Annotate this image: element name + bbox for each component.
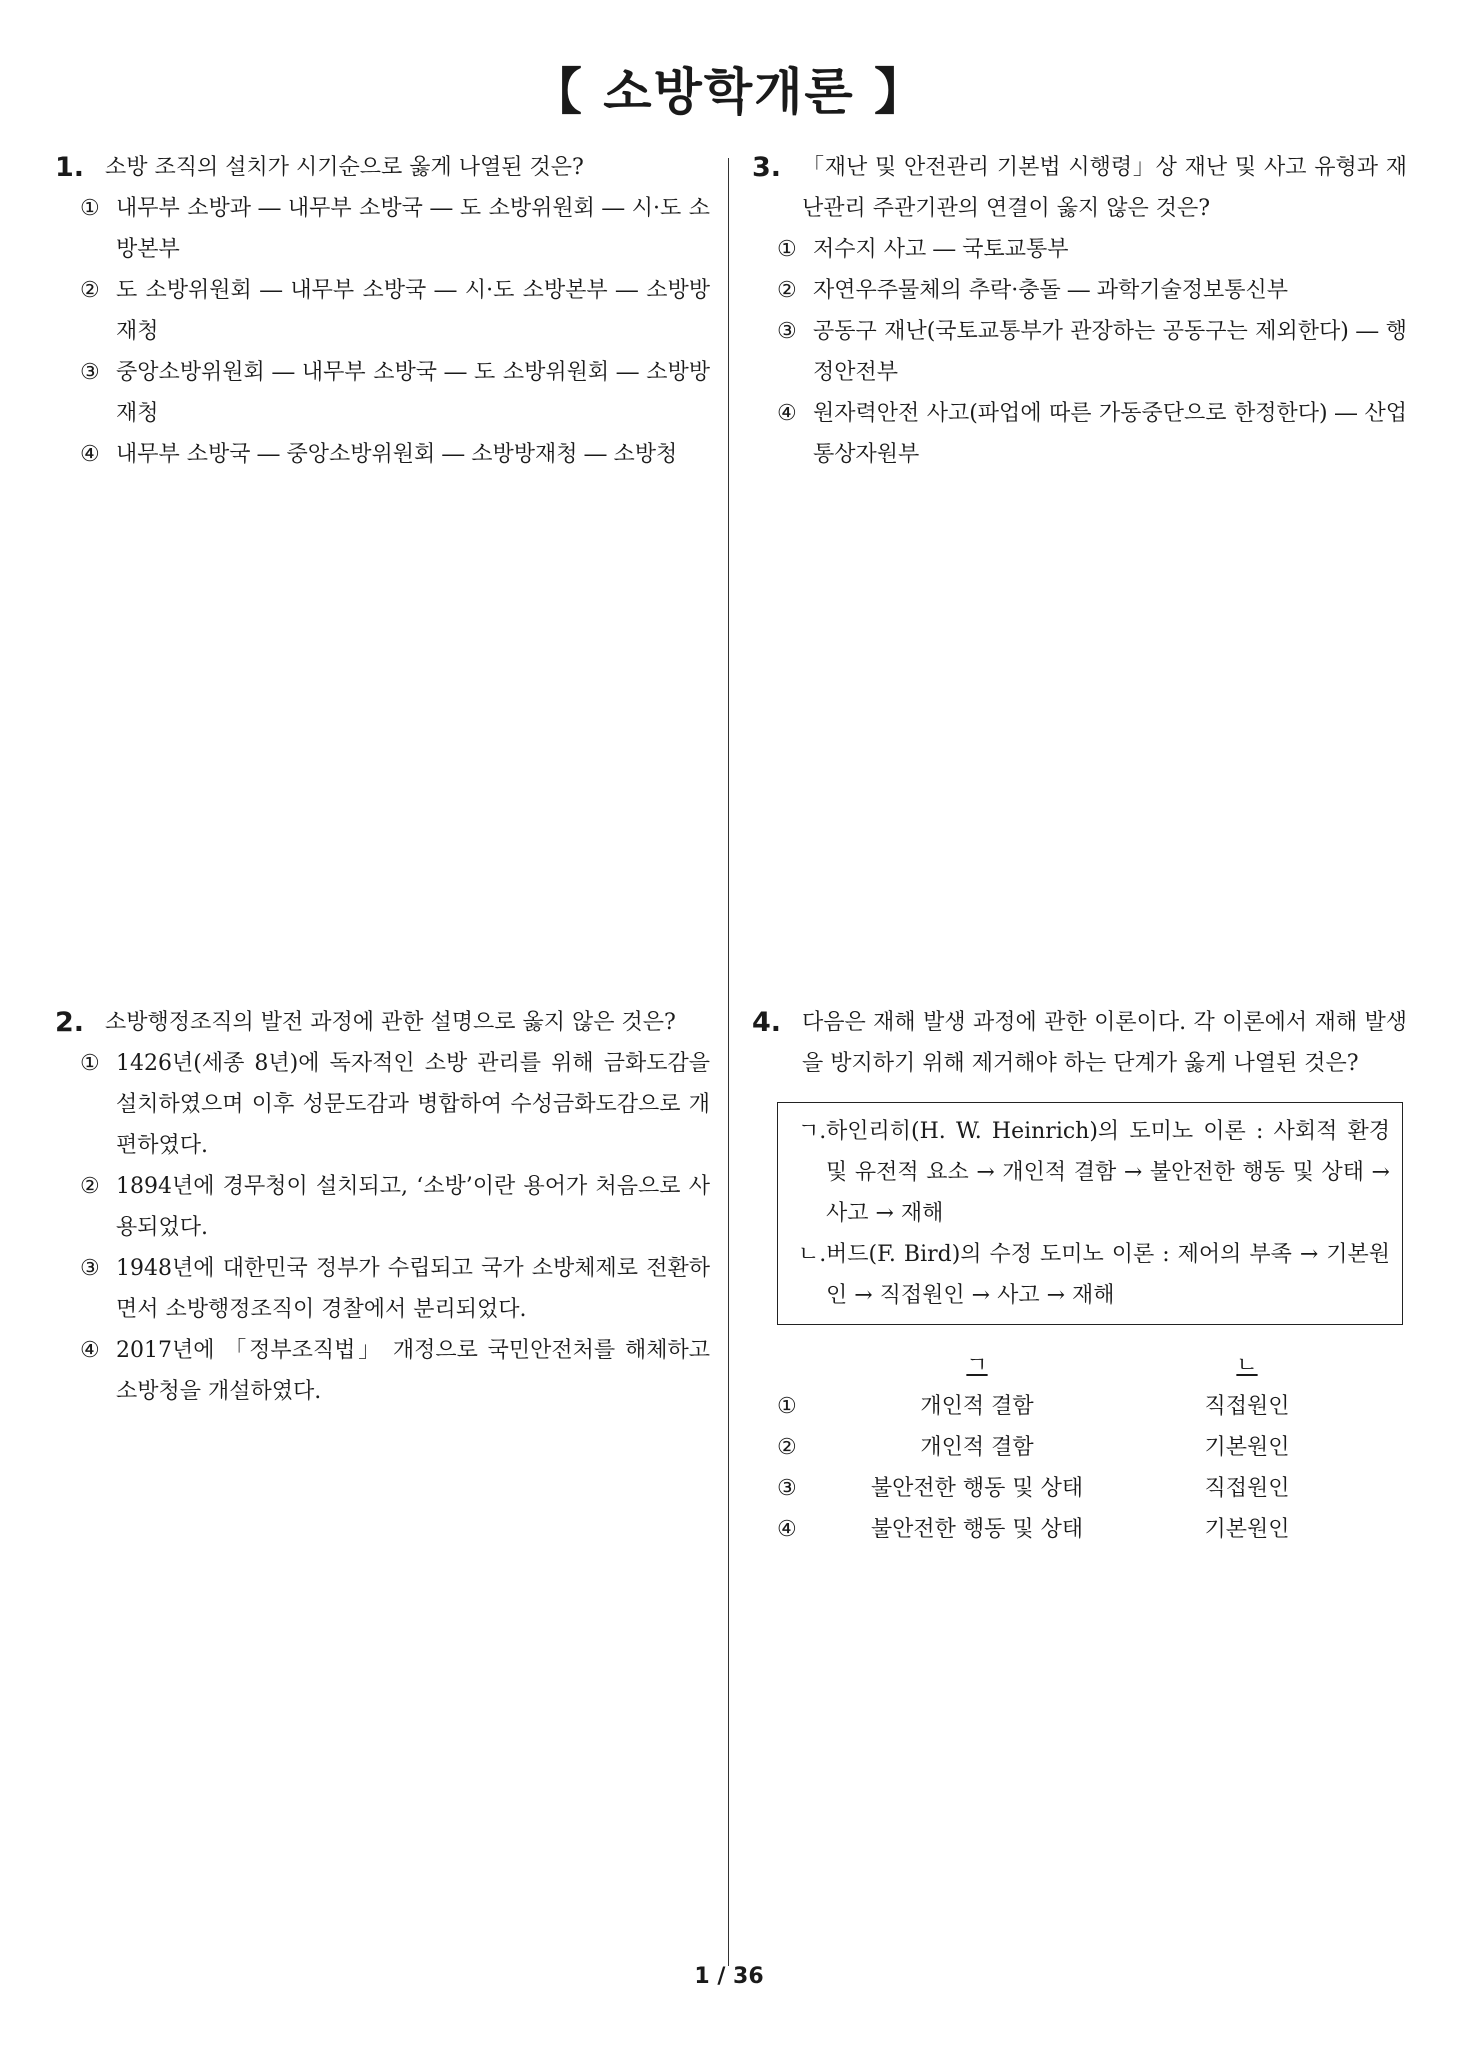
option-text: 1894년에 경무청이 설치되고, ‘소방’이란 용어가 처음으로 사용되었다. (116, 1174, 710, 1240)
box-item-text: 버드(F. Bird)의 수정 도미노 이론 : 제어의 부족 → 기본원인 → 직접원인 → 사고 → 재해 (826, 1242, 1390, 1308)
option-marker: ① (777, 237, 797, 262)
option-marker: ② (777, 278, 797, 303)
question-number: 4. (752, 1007, 782, 1038)
option-3[interactable] (55, 1248, 710, 1330)
column-divider (728, 158, 729, 1966)
question-2 (55, 1002, 710, 1412)
answer-header-row (752, 1345, 1407, 1386)
option-text: 내무부 소방국 ― 중앙소방위원회 ― 소방방재청 ― 소방청 (116, 442, 678, 467)
option-marker: ② (80, 278, 100, 303)
option-4[interactable] (55, 1330, 710, 1412)
answer-option-3[interactable] (752, 1468, 1407, 1509)
option-3[interactable] (752, 311, 1407, 393)
answer-col1: 불안전한 행동 및 상태 (870, 1476, 1084, 1501)
option-2[interactable] (752, 270, 1407, 311)
theory-box (777, 1102, 1403, 1325)
answer-header-col2: ㄴ (1236, 1353, 1258, 1378)
option-marker: ④ (777, 401, 797, 426)
option-text: 도 소방위원회 ― 내무부 소방국 ― 시·도 소방본부 ― 소방방재청 (116, 278, 710, 344)
option-marker: ① (777, 1394, 797, 1419)
option-marker: ② (80, 1174, 100, 1199)
option-3[interactable] (55, 352, 710, 434)
option-text: 자연우주물체의 추락·충돌 ― 과학기술정보통신부 (813, 278, 1289, 303)
page-title: 【 소방학개론 】 (531, 63, 927, 121)
option-text: 공동구 재난(국토교통부가 관장하는 공동구는 제외한다) ― 행정안전부 (813, 319, 1407, 385)
answer-header-col1: ㄱ (966, 1353, 988, 1378)
option-marker: ③ (80, 360, 100, 385)
question-4 (752, 1002, 1407, 1550)
box-item (798, 1111, 1390, 1234)
question-stem: 「재난 및 안전관리 기본법 시행령」상 재난 및 사고 유형과 재난관리 주관기관의 연결이 옳지 않은 것은? (802, 155, 1407, 221)
answer-col2: 직접원인 (1204, 1476, 1290, 1501)
answer-col2: 기본원인 (1204, 1517, 1290, 1542)
option-text: 저수지 사고 ― 국토교통부 (813, 237, 1069, 262)
option-text: 내무부 소방과 ― 내무부 소방국 ― 도 소방위원회 ― 시·도 소방본부 (116, 196, 710, 262)
option-text: 중앙소방위원회 ― 내무부 소방국 ― 도 소방위원회 ― 소방방재청 (116, 360, 710, 426)
answer-option-4[interactable] (752, 1509, 1407, 1550)
box-item-text: 하인리히(H. W. Heinrich)의 도미노 이론 : 사회적 환경 및 유전적 요소 → 개인적 결함 → 불안전한 행동 및 상태 → 사고 → 재해 (826, 1119, 1390, 1226)
option-marker: ③ (777, 319, 797, 344)
option-marker: ④ (777, 1517, 797, 1542)
answer-col1: 개인적 결함 (920, 1394, 1034, 1419)
option-text: 원자력안전 사고(파업에 따른 가동중단으로 한정한다) ― 산업통상자원부 (813, 401, 1407, 467)
answer-table (752, 1345, 1407, 1550)
answer-col2: 기본원인 (1204, 1435, 1290, 1460)
option-marker: ④ (80, 1338, 100, 1363)
answer-col1: 개인적 결함 (920, 1435, 1034, 1460)
question-stem: 소방 조직의 설치가 시기순으로 옳게 나열된 것은? (105, 155, 584, 180)
option-1[interactable] (752, 229, 1407, 270)
answer-col2: 직접원인 (1204, 1394, 1290, 1419)
option-1[interactable] (55, 1043, 710, 1166)
option-4[interactable] (752, 393, 1407, 475)
question-stem: 소방행정조직의 발전 과정에 관한 설명으로 옳지 않은 것은? (105, 1010, 676, 1035)
option-marker: ① (80, 1051, 100, 1076)
question-number: 2. (55, 1007, 85, 1038)
box-item-label: ㄱ. (798, 1119, 827, 1144)
option-4[interactable] (55, 434, 710, 475)
option-2[interactable] (55, 1166, 710, 1248)
option-marker: ② (777, 1435, 797, 1460)
question-number: 1. (55, 152, 85, 183)
answer-option-1[interactable] (752, 1386, 1407, 1427)
question-stem: 다음은 재해 발생 과정에 관한 이론이다. 각 이론에서 재해 발생을 방지하기 위해 제거해야 하는 단계가 옳게 나열된 것은? (802, 1010, 1407, 1076)
option-marker: ③ (777, 1476, 797, 1501)
answer-col1: 불안전한 행동 및 상태 (870, 1517, 1084, 1542)
box-item (798, 1234, 1390, 1316)
page-number: 1 / 36 (694, 1964, 764, 1989)
answer-option-2[interactable] (752, 1427, 1407, 1468)
question-number: 3. (752, 152, 782, 183)
question-3 (752, 147, 1407, 475)
option-1[interactable] (55, 188, 710, 270)
option-marker: ④ (80, 442, 100, 467)
option-2[interactable] (55, 270, 710, 352)
box-item-label: ㄴ. (798, 1242, 827, 1267)
option-text: 1948년에 대한민국 정부가 수립되고 국가 소방체제로 전환하면서 소방행정조직이 경찰에서 분리되었다. (116, 1256, 710, 1322)
option-marker: ③ (80, 1256, 100, 1281)
option-text: 2017년에 「정부조직법」 개정으로 국민안전처를 해체하고 소방청을 개설하였다. (116, 1338, 710, 1404)
option-text: 1426년(세종 8년)에 독자적인 소방 관리를 위해 금화도감을 설치하였으며 이후 성문도감과 병합하여 수성금화도감으로 개편하였다. (116, 1051, 710, 1158)
question-1 (55, 147, 710, 475)
option-marker: ① (80, 196, 100, 221)
